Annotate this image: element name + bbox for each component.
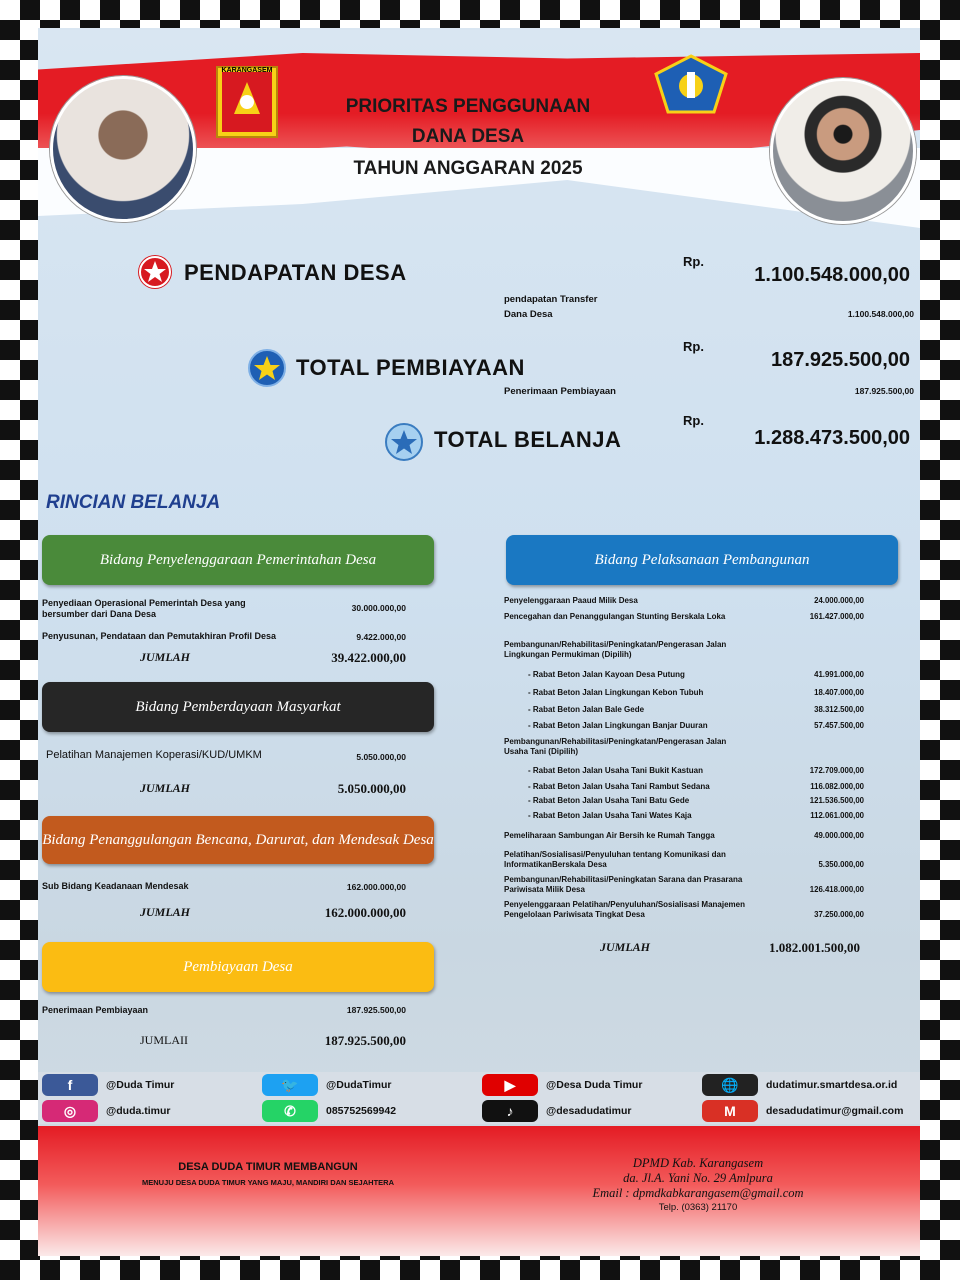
- pendapatan-sub2: Dana Desa: [504, 309, 553, 320]
- pembangunan-item: Pemeliharaan Sambungan Air Bersih ke Rumah Tangga: [504, 831, 715, 840]
- footer-left-title: DESA DUDA TIMUR MEMBANGUN: [178, 1161, 358, 1173]
- pemerintahan-value-1: 30.000.000,00: [351, 603, 406, 613]
- pendapatan-currency: Rp.: [683, 254, 704, 269]
- pembangunan-item: Pembangunan/Rehabilitasi/Peningkatan Sarana dan Prasarana Pariwisata Milik Desa: [504, 875, 743, 894]
- pembangunan-item: - Rabat Beton Jalan Usaha Tani Bukit Kastuan: [528, 766, 703, 775]
- rincian-title: RINCIAN BELANJA: [46, 492, 221, 513]
- tiktok-icon: ♪: [482, 1100, 538, 1122]
- title-line1: PRIORITAS PENGGUNAAN: [345, 96, 591, 117]
- instagram-icon: ◎: [42, 1100, 98, 1122]
- footer-right-line3: Email : dpmdkabkarangasem@gmail.com: [592, 1186, 804, 1200]
- pembangunan-value: 18.407.000,00: [814, 688, 864, 697]
- star-icon-gold: [248, 349, 286, 387]
- pemberdayaan-jumlah: 5.050.000,00: [337, 781, 406, 796]
- pembangunan-item: - Rabat Beton Jalan Lingkungan Kebon Tubuh: [528, 688, 704, 697]
- pembangunan-jumlah: 1.082.001.500,00: [769, 940, 860, 955]
- belanja-currency: Rp.: [683, 413, 704, 428]
- bidang-pembangunan-box: Bidang Pelaksanaan Pembangunan: [506, 535, 898, 585]
- social-item[interactable]: [478, 1072, 696, 1098]
- social-handle: @desadudatimur: [546, 1105, 632, 1117]
- pembiayaan-desa-box: Pembiayaan Desa: [42, 942, 434, 992]
- social-item[interactable]: [478, 1098, 696, 1124]
- province-crest-icon: [654, 54, 728, 114]
- bidang-pemberdayaan-box: Bidang Pemberdayaan Masyarkat: [42, 682, 434, 732]
- pembangunan-value: 116.082.000,00: [810, 782, 864, 791]
- pendapatan-sub1: pendapatan Transfer: [504, 294, 598, 305]
- pembangunan-value: 38.312.500,00: [814, 705, 864, 714]
- pembangunan-item: - Rabat Beton Jalan Usaha Tani Batu Gede: [528, 796, 690, 805]
- pembiayaan-jumlah: 187.925.500,00: [324, 1033, 406, 1048]
- pemerintahan-value-2: 9.422.000,00: [356, 632, 406, 642]
- footer-right-line1: DPMD Kab. Karangasem: [632, 1156, 764, 1170]
- pembangunan-value: 121.536.500,00: [809, 796, 864, 805]
- pembangunan-value: 37.250.000,00: [814, 910, 864, 919]
- pembiayaan-amount: 187.925.500,00: [770, 349, 910, 371]
- belanja-label: TOTAL BELANJA: [434, 427, 622, 452]
- bencana-jumlah: 162.000.000,00: [324, 905, 406, 920]
- poster-panel: [38, 28, 920, 1256]
- pembangunan-item: - Rabat Beton Jalan Usaha Tani Rambut Sedana: [528, 782, 710, 791]
- pemerintahan-jumlah: 39.422.000,00: [331, 650, 406, 665]
- pembangunan-value: 161.427.000,00: [809, 612, 864, 621]
- pembangunan-value: 5.350.000,00: [818, 860, 864, 869]
- pembangunan-item: - Rabat Beton Jalan Lingkungan Banjar Duuran: [528, 721, 708, 730]
- pembiayaan-sub: Penerimaan Pembiayaan: [504, 386, 616, 397]
- pembangunan-value: 41.991.000,00: [814, 670, 864, 679]
- social-handle: @Desa Duda Timur: [546, 1079, 643, 1091]
- pemberdayaan-value-1: 5.050.000,00: [356, 752, 406, 762]
- bencana-value-1: 162.000.000,00: [346, 882, 406, 892]
- social-item[interactable]: [38, 1072, 256, 1098]
- social-handle: desadudatimur@gmail.com: [766, 1105, 904, 1117]
- pembiayaan-sub-amount: 187.925.500,00: [854, 386, 914, 396]
- twitter-icon: 🐦: [262, 1074, 318, 1096]
- whatsapp-icon: ✆: [262, 1100, 318, 1122]
- belanja-amount: 1.288.473.500,00: [754, 427, 910, 449]
- social-item[interactable]: [698, 1072, 916, 1098]
- pembangunan-item: - Rabat Beton Jalan Kayoan Desa Putung: [528, 670, 685, 679]
- gmail-icon: M: [702, 1100, 758, 1122]
- star-icon-red: [138, 255, 172, 289]
- pembangunan-item: - Rabat Beton Jalan Usaha Tani Wates Kaja: [528, 811, 692, 820]
- pemberdayaan-item-1: Pelatihan Manajemen Koperasi/KUD/UMKM: [46, 749, 262, 761]
- social-handle: dudatimur.smartdesa.or.id: [766, 1079, 898, 1091]
- pembangunan-item: Pencegahan dan Penanggulangan Stunting Berskala Loka: [504, 612, 726, 621]
- pembangunan-item: - Rabat Beton Jalan Bale Gede: [528, 705, 645, 714]
- bencana-jumlah-label: JUMLAH: [140, 905, 191, 919]
- pendapatan-label: PENDAPATAN DESA: [184, 260, 407, 285]
- pembangunan-value: 57.457.500,00: [814, 721, 864, 730]
- pembangunan-value: 112.061.000,00: [810, 811, 864, 820]
- footer-right-line4: Telp. (0363) 21170: [658, 1202, 738, 1213]
- social-handle: @duda.timur: [106, 1105, 171, 1117]
- social-handle: 085752569942: [326, 1105, 397, 1117]
- pembiayaan-item-1: Penerimaan Pembiayaan: [42, 1005, 149, 1015]
- youtube-icon: ▶: [482, 1074, 538, 1096]
- pembiayaan-value-1: 187.925.500,00: [346, 1005, 406, 1015]
- pembangunan-item: Pembangunan/Rehabilitasi/Peningkatan/Pengerasan Jalan Lingkungan Permukiman (Dipilih): [504, 640, 727, 659]
- official-photo-right: [770, 78, 916, 224]
- pembangunan-item: Penyelenggaraan Pelatihan/Penyuluhan/Sosialisasi Manajemen Pengelolaan Pariwisata Tingkat Desa: [504, 900, 745, 919]
- web-icon: 🌐: [702, 1074, 758, 1096]
- pembangunan-value: 172.709.000,00: [809, 766, 864, 775]
- pembangunan-value: 24.000.000,00: [814, 596, 864, 605]
- crest-label: KARANGASEM: [221, 67, 273, 74]
- pembiayaan-jumlah-label: JUMLAII: [140, 1033, 188, 1047]
- bidang-bencana-box: Bidang Penanggulangan Bencana, Darurat, dan Mendesak Desa: [42, 816, 434, 864]
- title-line2: DANA DESA: [411, 126, 525, 147]
- pembangunan-item: Pelatihan/Sosialisasi/Penyuluhan tentang Komunikasi dan InformatikanBerskala Desa: [504, 850, 726, 869]
- facebook-icon: f: [42, 1074, 98, 1096]
- karangasem-crest-icon: [216, 66, 278, 138]
- pemberdayaan-jumlah-label: JUMLAH: [140, 781, 191, 795]
- pembiayaan-label: TOTAL PEMBIAYAAN: [296, 355, 525, 380]
- social-handle: @DudaTimur: [326, 1079, 392, 1091]
- pembangunan-item: Penyelenggaraan Paaud Milik Desa: [504, 596, 638, 605]
- pendapatan-amount: 1.100.548.000,00: [754, 264, 910, 286]
- pemerintahan-jumlah-label: JUMLAH: [140, 650, 191, 664]
- social-item[interactable]: [38, 1098, 256, 1124]
- star-icon-blue: [385, 423, 423, 461]
- pembangunan-item: Pembangunan/Rehabilitasi/Peningkatan/Pengerasan Jalan Usaha Tani (Dipilih): [504, 737, 727, 756]
- footer-right-line2: da. Jl.A. Yani No. 29 Amlpura: [623, 1171, 773, 1185]
- title-line3: TAHUN ANGGARAN 2025: [353, 158, 583, 179]
- social-item[interactable]: [258, 1098, 476, 1124]
- bidang-pemerintahan-box: Bidang Penyelenggaraan Pemerintahan Desa: [42, 535, 434, 585]
- pemerintahan-item-1: Penyediaan Operasional Pemerintah Desa yang bersumber dari Dana Desa: [42, 598, 246, 619]
- pembiayaan-currency: Rp.: [683, 339, 704, 354]
- pendapatan-sub-amount: 1.100.548.000,00: [847, 309, 914, 319]
- official-photo-left: [50, 76, 196, 222]
- social-item[interactable]: [698, 1098, 916, 1124]
- social-handle: @Duda Timur: [106, 1079, 175, 1091]
- footer-left-sub: MENUJU DESA DUDA TIMUR YANG MAJU, MANDIRI DAN SEJAHTERA: [142, 1178, 394, 1187]
- pembangunan-jumlah-label: JUMLAH: [600, 940, 651, 954]
- pemerintahan-item-2: Penyusunan, Pendataan dan Pemutakhiran Profil Desa: [42, 631, 277, 641]
- bencana-item-1: Sub Bidang Keadanaan Mendesak: [42, 881, 189, 891]
- pembangunan-value: 126.418.000,00: [809, 885, 864, 894]
- pembangunan-value: 49.000.000,00: [814, 831, 864, 840]
- social-item[interactable]: [258, 1072, 476, 1098]
